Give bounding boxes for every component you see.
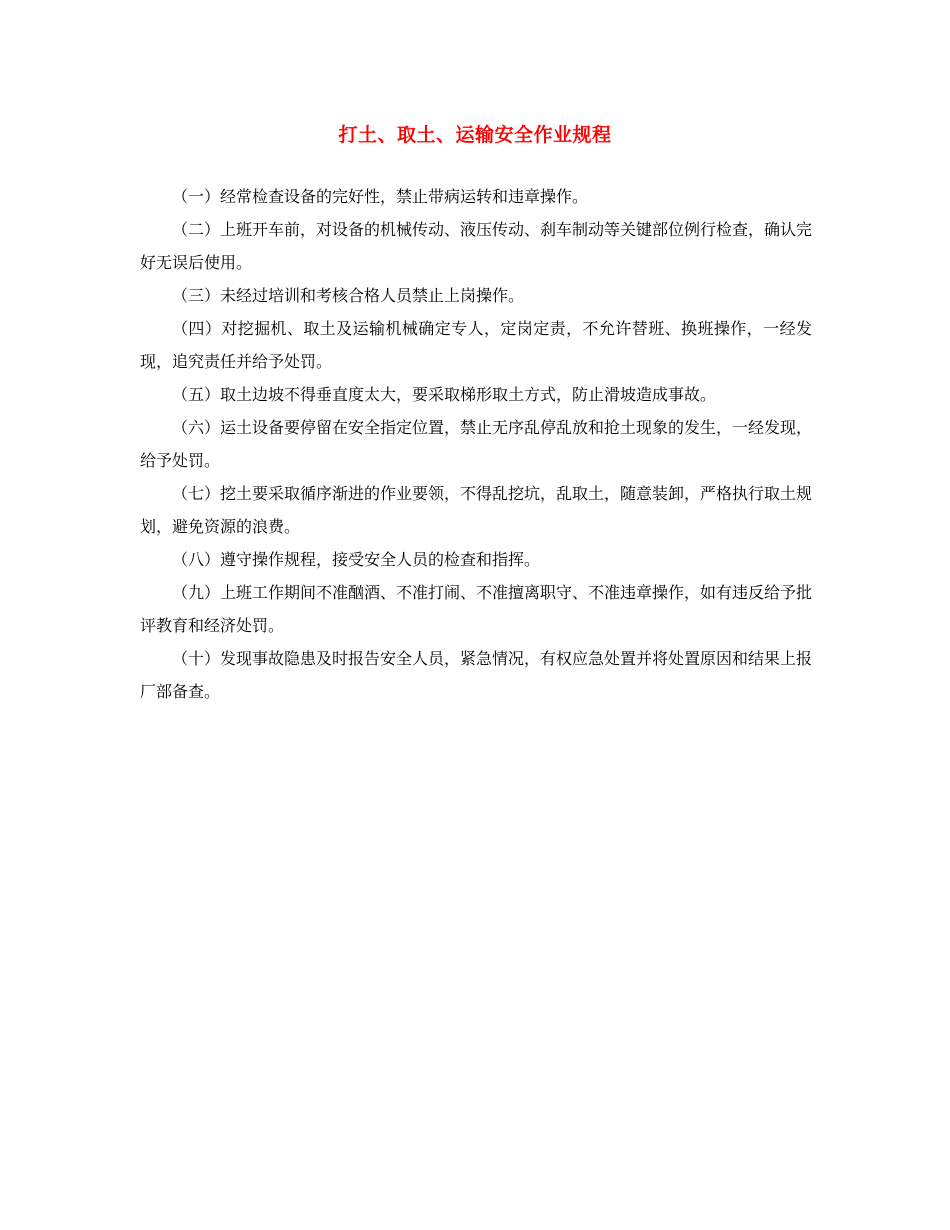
- paragraph-5: （五）取土边坡不得垂直度太大，要采取梯形取土方式，防止滑坡造成事故。: [172, 385, 717, 404]
- document-title: 打土、取土、运输安全作业规程: [338, 124, 612, 146]
- paragraph-10: （十）发现事故隐患及时报告安全人员，紧急情况，有权应急处置并将处置原因和结果上报厂部备查。: [140, 649, 813, 701]
- paragraph-8: （八）遵守操作规程，接受安全人员的检查和指挥。: [172, 550, 541, 569]
- paragraph-7: （七）挖土要采取循序渐进的作业要领，不得乱挖坑，乱取土，随意装卸，严格执行取土规划，避免资源的浪费。: [140, 484, 813, 536]
- paragraph-9: （九）上班工作期间不准酗酒、不准打闹、不准擅离职守、不准违章操作，如有违反给予批评教育和经济处罚。: [140, 583, 813, 635]
- paragraph-3: （三）未经过培训和考核合格人员禁止上岗操作。: [172, 286, 525, 305]
- paragraph-4: （四）对挖掘机、取土及运输机械确定专人，定岗定责，不允许替班、换班操作，一经发现，追究责任并给予处罚。: [140, 319, 812, 371]
- document-body: [140, 180, 812, 708]
- paragraph-6: （六）运土设备要停留在安全指定位置，禁止无序乱停乱放和抢土现象的发生，一经发现，给予处罚。: [140, 418, 813, 470]
- paragraph-2: （二）上班开车前，对设备的机械传动、液压传动、刹车制动等关键部位例行检查，确认完好无误后使用。: [140, 220, 813, 272]
- paragraph-1: （一）经常检查设备的完好性，禁止带病运转和违章操作。: [172, 187, 589, 206]
